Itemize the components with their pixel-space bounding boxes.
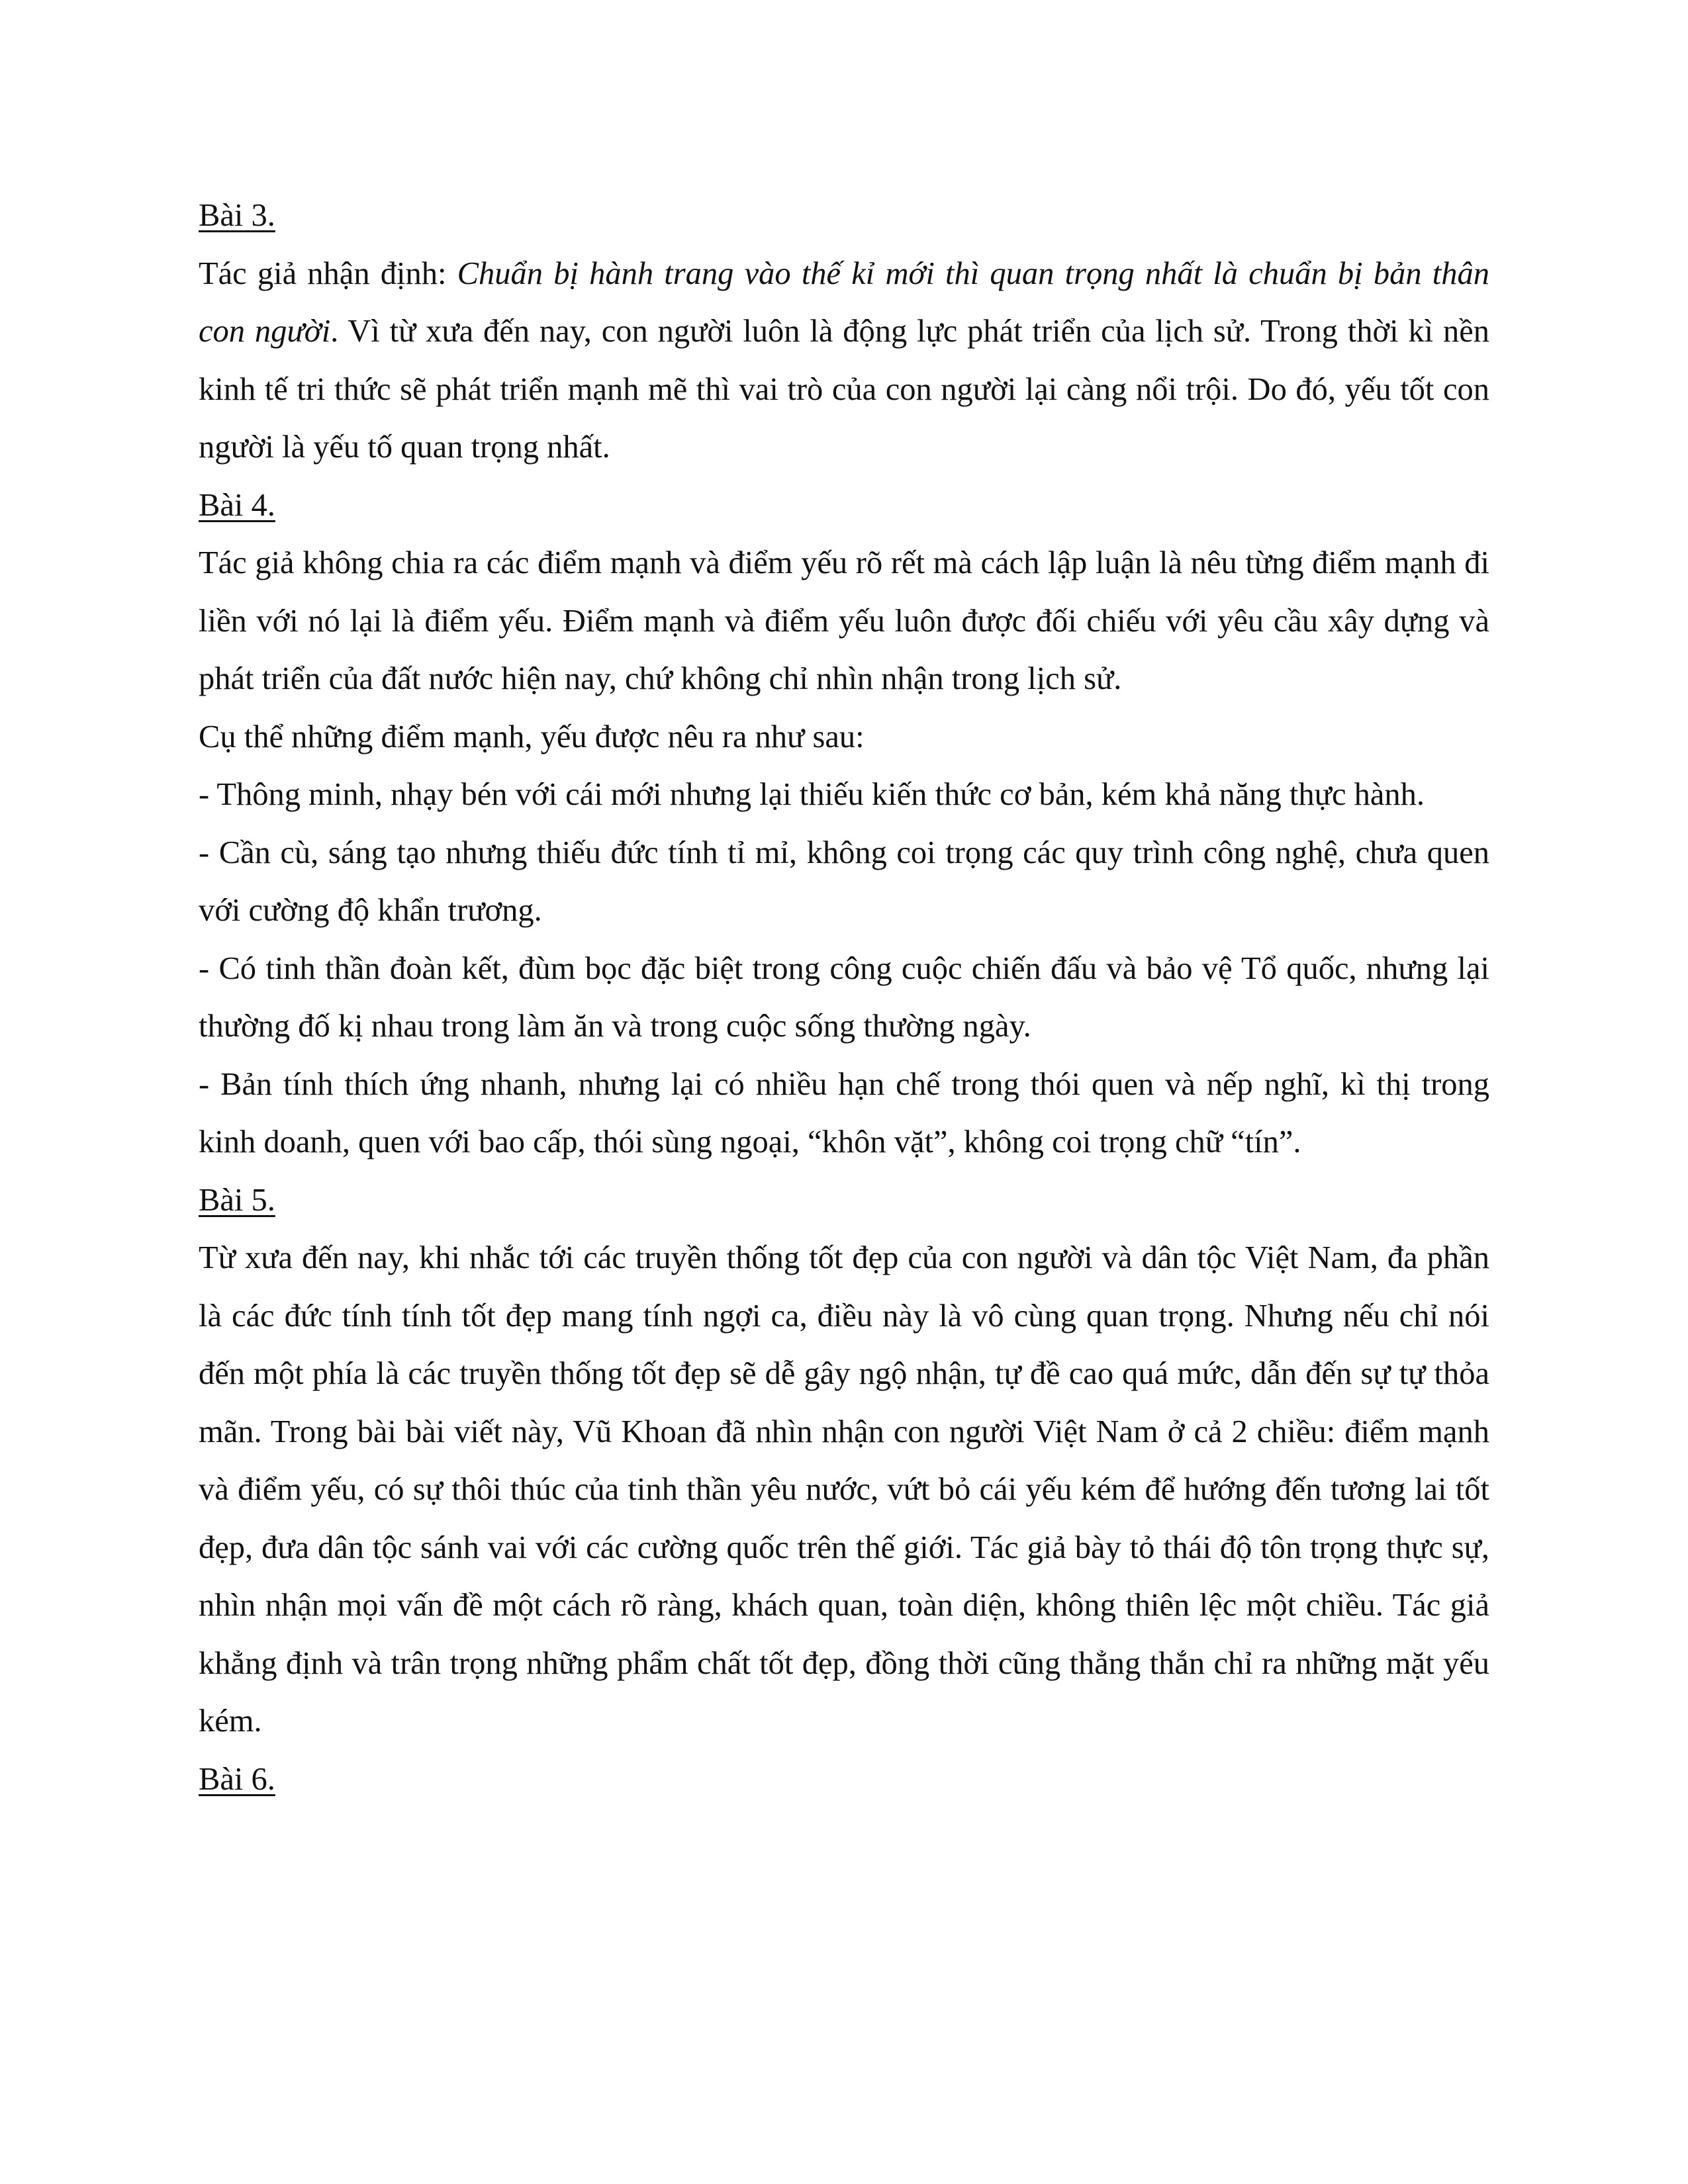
paragraph-bai-3-quote: Chuẩn bị hành trang vào thế kỉ mới thì quan trọng nhất là chuẩn bị bản thân con người [199, 255, 1489, 349]
paragraph-bai-4-lead: Cụ thể những điểm mạnh, yếu được nêu ra như sau: [199, 719, 865, 754]
heading-bai-3: Bài 3. [199, 198, 275, 233]
heading-bai-4: Bài 4. [199, 487, 275, 523]
paragraph-bai-3 [199, 245, 1489, 477]
paragraph-bai-3-prefix: Tác giả nhận định: [199, 255, 457, 291]
paragraph-bai-4-intro: Tác giả không chia ra các điểm mạnh và điểm yếu rõ rết mà cách lập luận là nêu từng điểm mạnh đi liền với nó lại là điểm yếu. Điểm mạnh và điểm yếu luôn được đối chiếu với yêu cầu xây dựng và phát triển của đất nước hiện nay, chứ không chỉ nhìn nhận trong lịch sử. [199, 545, 1489, 696]
document-body [199, 187, 1489, 1808]
paragraph-bai-3-rest: . Vì từ xưa đến nay, con người luôn là động lực phát triển của lịch sử. Trong thời kì nền kinh tế tri thức sẽ phát triển mạnh mẽ thì vai trò của con người lại càng nổi trội. Do đó, yếu tốt con người là yếu tố quan trọng nhất. [199, 314, 1489, 465]
paragraph-bai-5: Từ xưa đến nay, khi nhắc tới các truyền thống tốt đẹp của con người và dân tộc Việt Nam, đa phần là các đức tính tính tốt đẹp mang tính ngợi ca, điều này là vô cùng quan trọng. Nhưng nếu chỉ nói đến một phía là các truyền thống tốt đẹp sẽ dễ gây ngộ nhận, tự đề cao quá mức, dẫn đến sự tự thỏa mãn. Trong bài bài viết này, Vũ Khoan đã nhìn nhận con người Việt Nam ở cả 2 chiều: điểm mạnh và điểm yếu, có sự thôi thúc của tinh thần yêu nước, vứt bỏ cái yếu kém để hướng đến tương lai tốt đẹp, đưa dân tộc sánh vai với các cường quốc trên thế giới. Tác giả bày tỏ thái độ tôn trọng thực sự, nhìn nhận mọi vấn đề một cách rõ ràng, khách quan, toàn diện, không thiên lệc một chiều. Tác giả khẳng định và trân trọng những phẩm chất tốt đẹp, đồng thời cũng thẳng thắn chỉ ra những mặt yếu kém. [199, 1240, 1489, 1739]
list-item-strength-weakness-2: - Cần cù, sáng tạo nhưng thiếu đức tính tỉ mỉ, không coi trọng các quy trình công nghệ, chưa quen với cường độ khẩn trương. [199, 835, 1489, 928]
list-item-strength-weakness-1: - Thông minh, nhạy bén với cái mới nhưng lại thiếu kiến thức cơ bản, kém khả năng thực hành. [199, 777, 1425, 812]
heading-bai-5: Bài 5. [199, 1182, 275, 1218]
heading-bai-6: Bài 6. [199, 1761, 275, 1797]
list-item-strength-weakness-4: - Bản tính thích ứng nhanh, nhưng lại có nhiều hạn chế trong thói quen và nếp nghĩ, kì thị trong kinh doanh, quen với bao cấp, thói sùng ngoại, “khôn vặt”, không coi trọng chữ “tín”. [199, 1066, 1489, 1160]
list-item-strength-weakness-3: - Có tinh thần đoàn kết, đùm bọc đặc biệt trong công cuộc chiến đấu và bảo vệ Tổ quốc, nhưng lại thường đố kị nhau trong làm ăn và trong cuộc sống thường ngày. [199, 950, 1489, 1044]
